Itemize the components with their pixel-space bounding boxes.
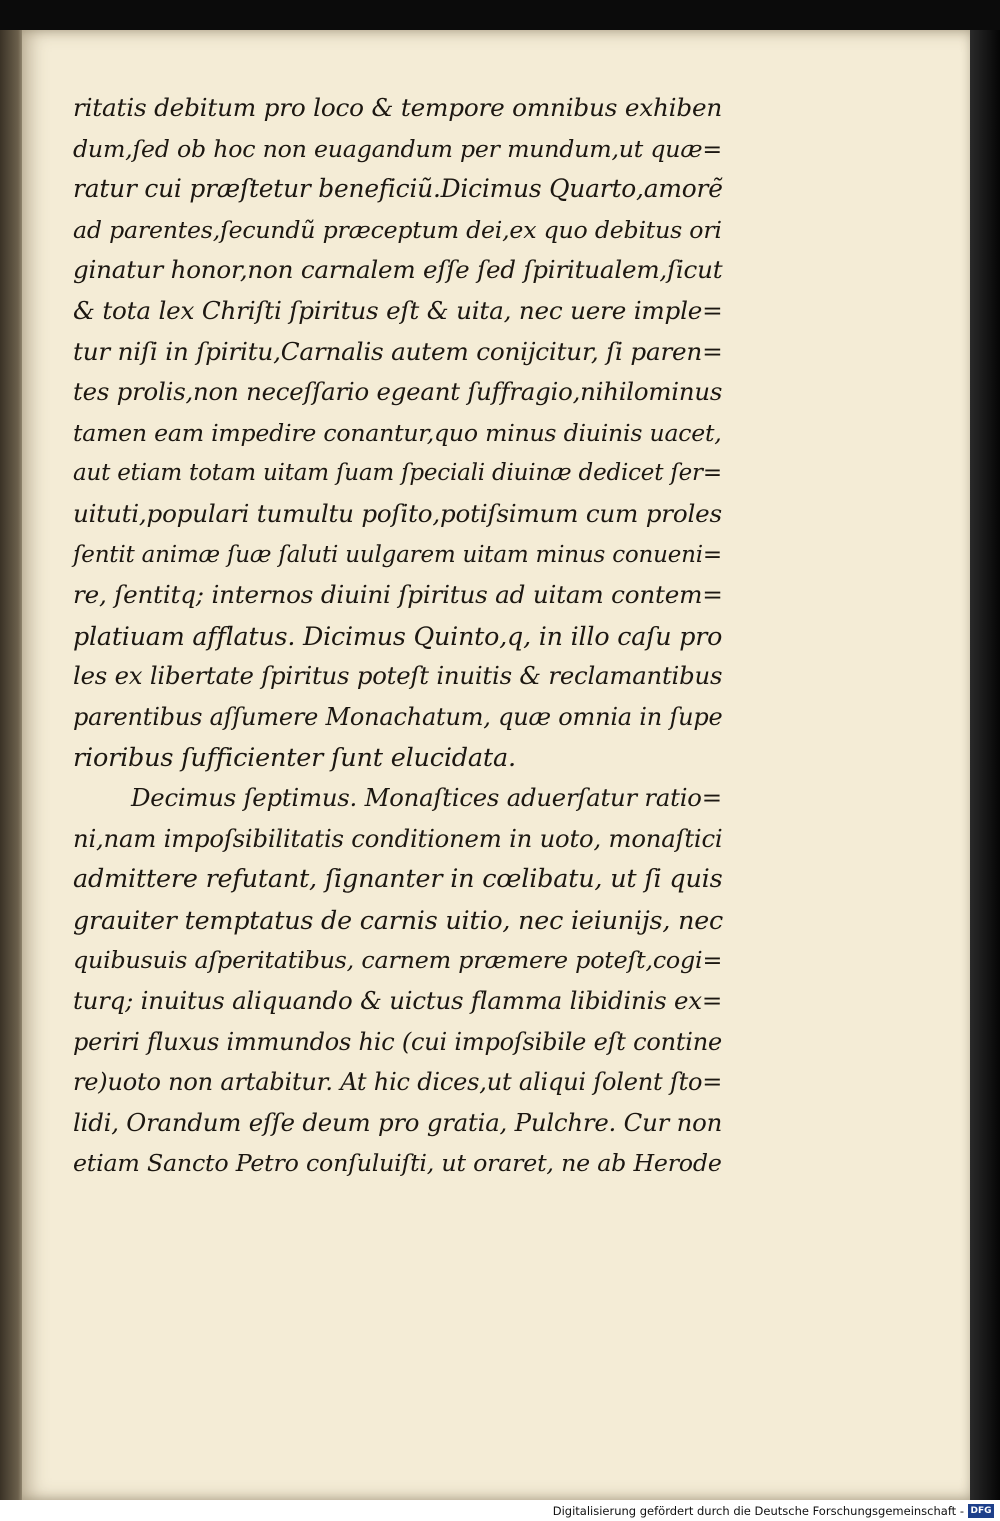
scan-background: [970, 30, 1000, 1500]
text-line: platiuam afflatus. Dicimus Quinto,q, in illo caſu pro: [73, 620, 723, 651]
text-line: parentibus aſſumere Monachatum, quæ omnia in ſupe: [73, 702, 723, 731]
paragraph-first-line: Decimus ſeptimus. Monaſtices aduerſatur ratio=: [131, 783, 722, 813]
text-line: lidi, Orandum eſſe deum pro gratia, Pulchre. Cur non: [73, 1107, 723, 1137]
text-line: ad parentes,ſecundũ præceptum dei,ex quo debitus ori: [73, 215, 722, 244]
text-line: quibusuis aſperitatibus, carnem præmere poteſt,cogi=: [73, 946, 723, 975]
text-line: uituti,populari tumultu poſito,potiſsimum cum proles: [73, 498, 722, 528]
text-line: les ex libertate ſpiritus poteſt inuitis & reclamantibus: [73, 661, 723, 691]
text-line: aut etiam totam uitam ſuam ſpeciali diuinæ dedicet ſer=: [73, 460, 722, 487]
text-line: ratur cui præſtetur beneficiũ.Dicimus Quarto,amorẽ: [73, 174, 723, 204]
text-line: ni,nam impoſsibilitatis conditionem in uoto, monaſtici: [73, 823, 723, 853]
dfg-logo: DFG: [968, 1504, 994, 1518]
text-line: admittere refutant, ſignanter in cœlibatu, ut ſi quis: [73, 864, 723, 895]
text-line: turq; inuitus aliquando & uictus flamma libidinis ex=: [73, 986, 723, 1016]
text-line: grauiter temptatus de carnis uitio, nec ieiunijs, nec: [73, 904, 724, 935]
text-line: re, ſentitq; internos diuini ſpiritus ad uitam contem=: [73, 580, 723, 610]
text-line: ritatis debitum pro loco & tempore omnibus exhiben: [73, 93, 723, 122]
text-line: tes prolis,non neceſſario egeant ſuffragio,nihilominus: [73, 377, 723, 407]
text-line: & tota lex Chriſti ſpiritus eſt & uita, nec uere imple=: [73, 295, 723, 325]
text-line: periri fluxus immundos hic (cui impoſsibile eſt contine: [73, 1027, 723, 1056]
text-line: etiam Sancto Petro conſuluiſti, ut oraret, ne ab Herode: [73, 1149, 722, 1178]
text-line: rioribus ſufficienter ſunt elucidata.: [73, 742, 516, 773]
page-text: [73, 88, 723, 1184]
text-line: dum,ſed ob hoc non euagandum per mundum,ut quæ=: [73, 134, 722, 163]
funding-credit: Digitalisierung gefördert durch die Deutsche Forschungsgemeinschaft -: [552, 1504, 964, 1518]
text-line: tur niſi in ſpiritu,Carnalis autem conijcitur, ſi paren=: [73, 336, 723, 366]
text-line: ſentit animæ ſuæ ſaluti uulgarem uitam minus conueni=: [73, 541, 722, 568]
text-line: tamen eam impedire conantur,quo minus diuinis uacet,: [73, 418, 722, 447]
text-line: re)uoto non artabitur. At hic dices,ut aliqui ſolent ſto=: [73, 1068, 723, 1097]
footer-bar: [0, 1500, 1000, 1521]
text-line: ginatur honor,non carnalem eſſe ſed ſpiritualem,ſicut: [73, 255, 723, 285]
